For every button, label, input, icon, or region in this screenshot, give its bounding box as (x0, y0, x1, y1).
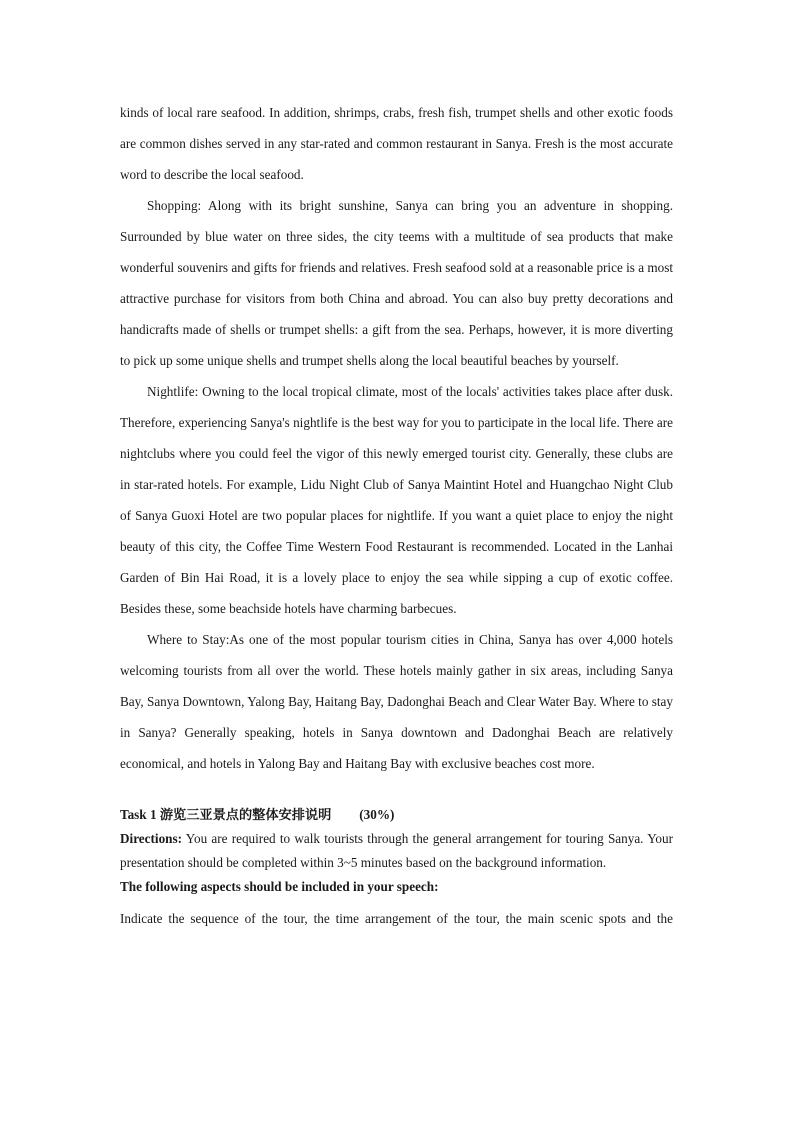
paragraph-where-to-stay: Where to Stay:As one of the most popular tourism cities in China, Sanya has over 4,000 hotels welcoming tourists from all over the world. These hotels mainly gather in six areas, including Sanya Bay, Sanya Downtown, Yalong Bay, Haitang Bay, Dadonghai Beach and Clear Water Bay. Where to stay in Sanya? Generally speaking, hotels in Sanya downtown and Dadonghai Beach are relatively economical, and hotels in Yalong Bay and Haitang Bay with exclusive beaches cost more. (120, 632, 673, 771)
paragraph-nightlife: Nightlife: Owning to the local tropical climate, most of the locals' activities takes place after dusk. Therefore, experiencing Sanya's nightlife is the best way for you to participate in the local life. There are nightclubs where you could feel the vigor of this newly emerged tourist city. Generally, these clubs are in star-rated hotels. For example, Lidu Night Club of Sanya Maintint Hotel and Huangchao Night Club of Sanya Guoxi Hotel are two popular places for nightlife. If you want a quiet place to enjoy the night beauty of this city, the Coffee Time Western Food Restaurant is recommended. Located in the Lanhai Garden of Bin Hai Road, it is a lovely place to enjoy the sea while sipping a cup of exotic coffee. Besides these, some beachside hotels have charming barbecues. (120, 384, 673, 616)
task-heading (120, 803, 673, 827)
task-title: Task 1 游览三亚景点的整体安排说明 (120, 807, 332, 822)
aspects-heading: The following aspects should be included in your speech: (120, 879, 439, 894)
paragraph-seafood: kinds of local rare seafood. In addition, shrimps, crabs, fresh fish, trumpet shells and other exotic foods are common dishes served in any star-rated and common restaurant in Sanya. Fresh is the most accurate word to describe the local seafood. (120, 105, 673, 182)
paragraph-shopping: Shopping: Along with its bright sunshine, Sanya can bring you an adventure in shopping. Surrounded by blue water on three sides, the city teems with a multitude of sea products that make wonderful souvenirs and gifts for friends and relatives. Fresh seafood sold at a reasonable price is a most attractive purchase for visitors from both China and abroad. You can also buy pretty decorations and handicrafts made of shells or trumpet shells: a gift from the sea. Perhaps, however, it is more diverting to pick up some unique shells and trumpet shells along the local beautiful beaches by yourself. (120, 198, 673, 368)
indicate-text: Indicate the sequence of the tour, the time arrangement of the tour, the main scenic spots and the (120, 911, 673, 926)
directions-label: Directions: (120, 831, 183, 846)
directions-text: You are required to walk tourists through the general arrangement for touring Sanya. Your presentation should be completed within 3~5 minutes based on the background information. (120, 831, 673, 870)
task-directions (120, 827, 673, 875)
task-weight: (30%) (359, 807, 395, 822)
document-page (120, 97, 673, 934)
